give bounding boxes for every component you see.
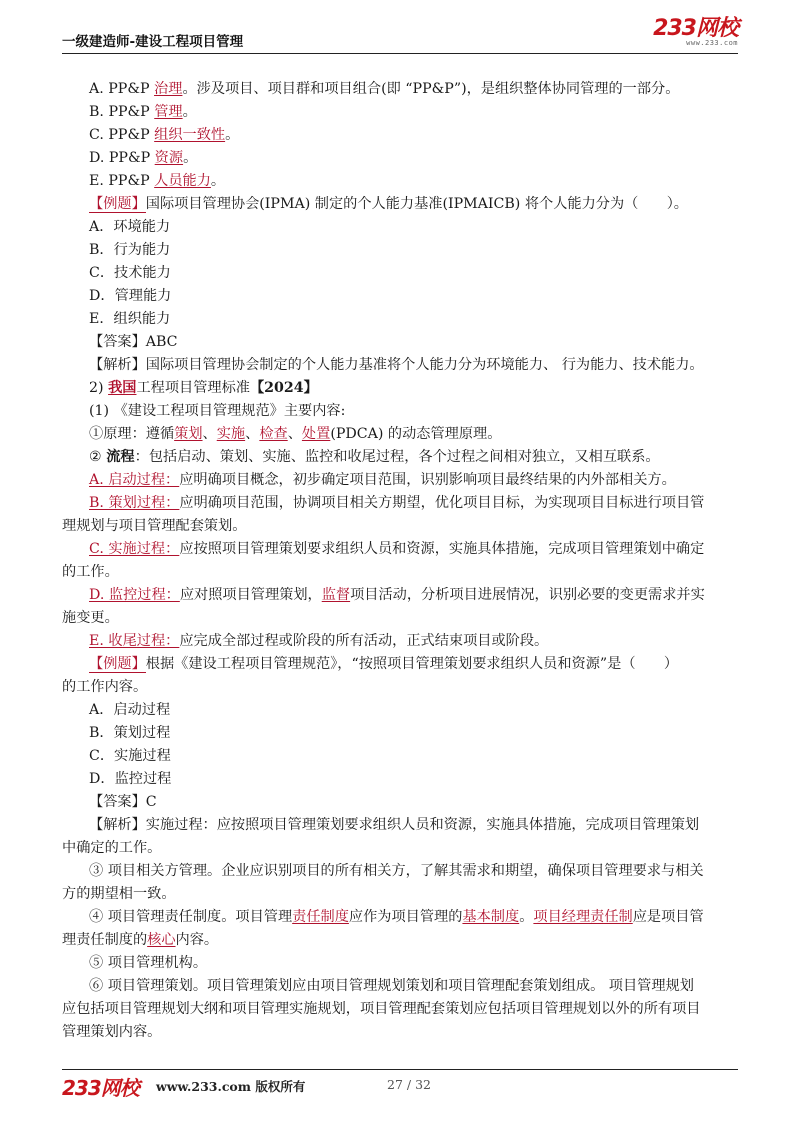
paragraph-continuation: 的工作内容。 — [62, 679, 148, 695]
brand-logo-text: 233网校 — [653, 16, 738, 41]
footer-divider — [62, 1069, 738, 1070]
option: B．行为能力 — [89, 242, 171, 258]
paragraph-continuation: 施变更。 — [62, 610, 119, 626]
paragraph: A. PP&P 治理。涉及项目、项目群和项目组合(即 “PP&P”)，是组织整体协同管理的一部分。 — [89, 81, 680, 97]
paragraph: ③ 项目相关方管理。企业应识别项目的所有相关方，了解其需求和期望，确保项目管理要求与相关 — [89, 863, 704, 879]
paragraph: A. 启动过程：应明确项目概念，初步确定项目范围，识别影响项目最终结果的内外部相关方。 — [89, 472, 676, 488]
paragraph-continuation: 应包括项目管理规划大纲和项目管理实施规划，项目管理配套策划应包括项目管理规划以外的所有项目 — [62, 1001, 701, 1017]
brand-logo-url: www.233.com — [686, 39, 738, 47]
paragraph: ⑤ 项目管理机构。 — [89, 955, 208, 971]
paragraph: E. PP&P 人员能力。 — [89, 173, 226, 189]
paragraph: B. 策划过程：应明确项目范围，协调项目相关方期望，优化项目目标，为实现项目目标进行项目管 — [89, 495, 705, 511]
footer-logo: 233网校 — [62, 1076, 139, 1100]
copyright: www.233.com 版权所有 — [156, 1079, 306, 1094]
option: B．策划过程 — [89, 725, 171, 741]
paragraph-continuation: 中确定的工作。 — [62, 840, 162, 856]
document-title: 一级建造师-建设工程项目管理 — [62, 34, 244, 50]
answer: 【答案】ABC — [89, 334, 178, 350]
option: A．启动过程 — [89, 702, 171, 718]
paragraph: D. PP&P 资源。 — [89, 150, 198, 166]
paragraph: C. 实施过程：应按照项目管理策划要求组织人员和资源，实施具体措施，完成项目管理策划中确定 — [89, 541, 705, 557]
paragraph: ⑥ 项目管理策划。项目管理策划应由项目管理规划策划和项目管理配套策划组成。 项目管理规划 — [89, 978, 694, 994]
page-footer — [62, 1074, 738, 1098]
paragraph: C. PP&P 组织一致性。 — [89, 127, 240, 143]
example-tag: 【例题】 — [89, 196, 146, 212]
example-question: 【例题】根据《建设工程项目管理规范》，“按照项目管理策划要求组织人员和资源”是（ ） — [89, 656, 679, 672]
paragraph: E. 收尾过程：应完成全部过程或阶段的所有活动，正式结束项目或阶段。 — [89, 633, 549, 649]
paragraph: B. PP&P 管理。 — [89, 104, 197, 120]
example-question: 【例题】国际项目管理协会(IPMA) 制定的个人能力基准(IPMAICB) 将个人能力分为（ ）。 — [89, 196, 688, 212]
paragraph-continuation: 方的期望相一致。 — [62, 886, 176, 902]
answer: 【答案】C — [89, 794, 157, 810]
paragraph-continuation: 理责任制度的核心内容。 — [62, 932, 219, 948]
analysis: 【解析】实施过程：应按照项目管理策划要求组织人员和资源，实施具体措施，完成项目管理策划 — [89, 817, 700, 833]
header-divider — [62, 53, 738, 54]
page-header — [62, 16, 738, 52]
paragraph: ② 流程：包括启动、策划、实施、监控和收尾过程，各个过程之间相对独立，又相互联系。 — [89, 449, 660, 465]
paragraph: ①原理：遵循策划、实施、检查、处置(PDCA) 的动态管理原理。 — [89, 426, 502, 442]
option: C．实施过程 — [89, 748, 171, 764]
paragraph-continuation: 理规划与项目管理配套策划。 — [62, 518, 247, 534]
example-tag: 【例题】 — [89, 656, 146, 672]
page-number: 27 / 32 — [387, 1077, 431, 1092]
document-body — [62, 78, 740, 1044]
subsection-heading: (1) 《建设工程项目管理规范》主要内容: — [89, 403, 346, 419]
option: C．技术能力 — [89, 265, 171, 281]
brand-logo — [653, 18, 738, 47]
analysis: 【解析】国际项目管理协会制定的个人能力基准将个人能力分为环境能力、 行为能力、技术能力。 — [89, 357, 704, 373]
section-heading: 2) 我国工程项目管理标准【2024】 — [89, 380, 318, 396]
paragraph: ④ 项目管理责任制度。项目管理责任制度应作为项目管理的基本制度。项目经理责任制应是项目管 — [89, 909, 704, 925]
option: D．监控过程 — [89, 771, 172, 787]
paragraph-continuation: 的工作。 — [62, 564, 119, 580]
paragraph: D. 监控过程：应对照项目管理策划，监督项目活动，分析项目进展情况，识别必要的变更需求并实 — [89, 587, 705, 603]
option: A．环境能力 — [89, 219, 171, 235]
option: D．管理能力 — [89, 288, 172, 304]
paragraph-continuation: 管理策划内容。 — [62, 1024, 162, 1040]
option: E．组织能力 — [89, 311, 171, 327]
